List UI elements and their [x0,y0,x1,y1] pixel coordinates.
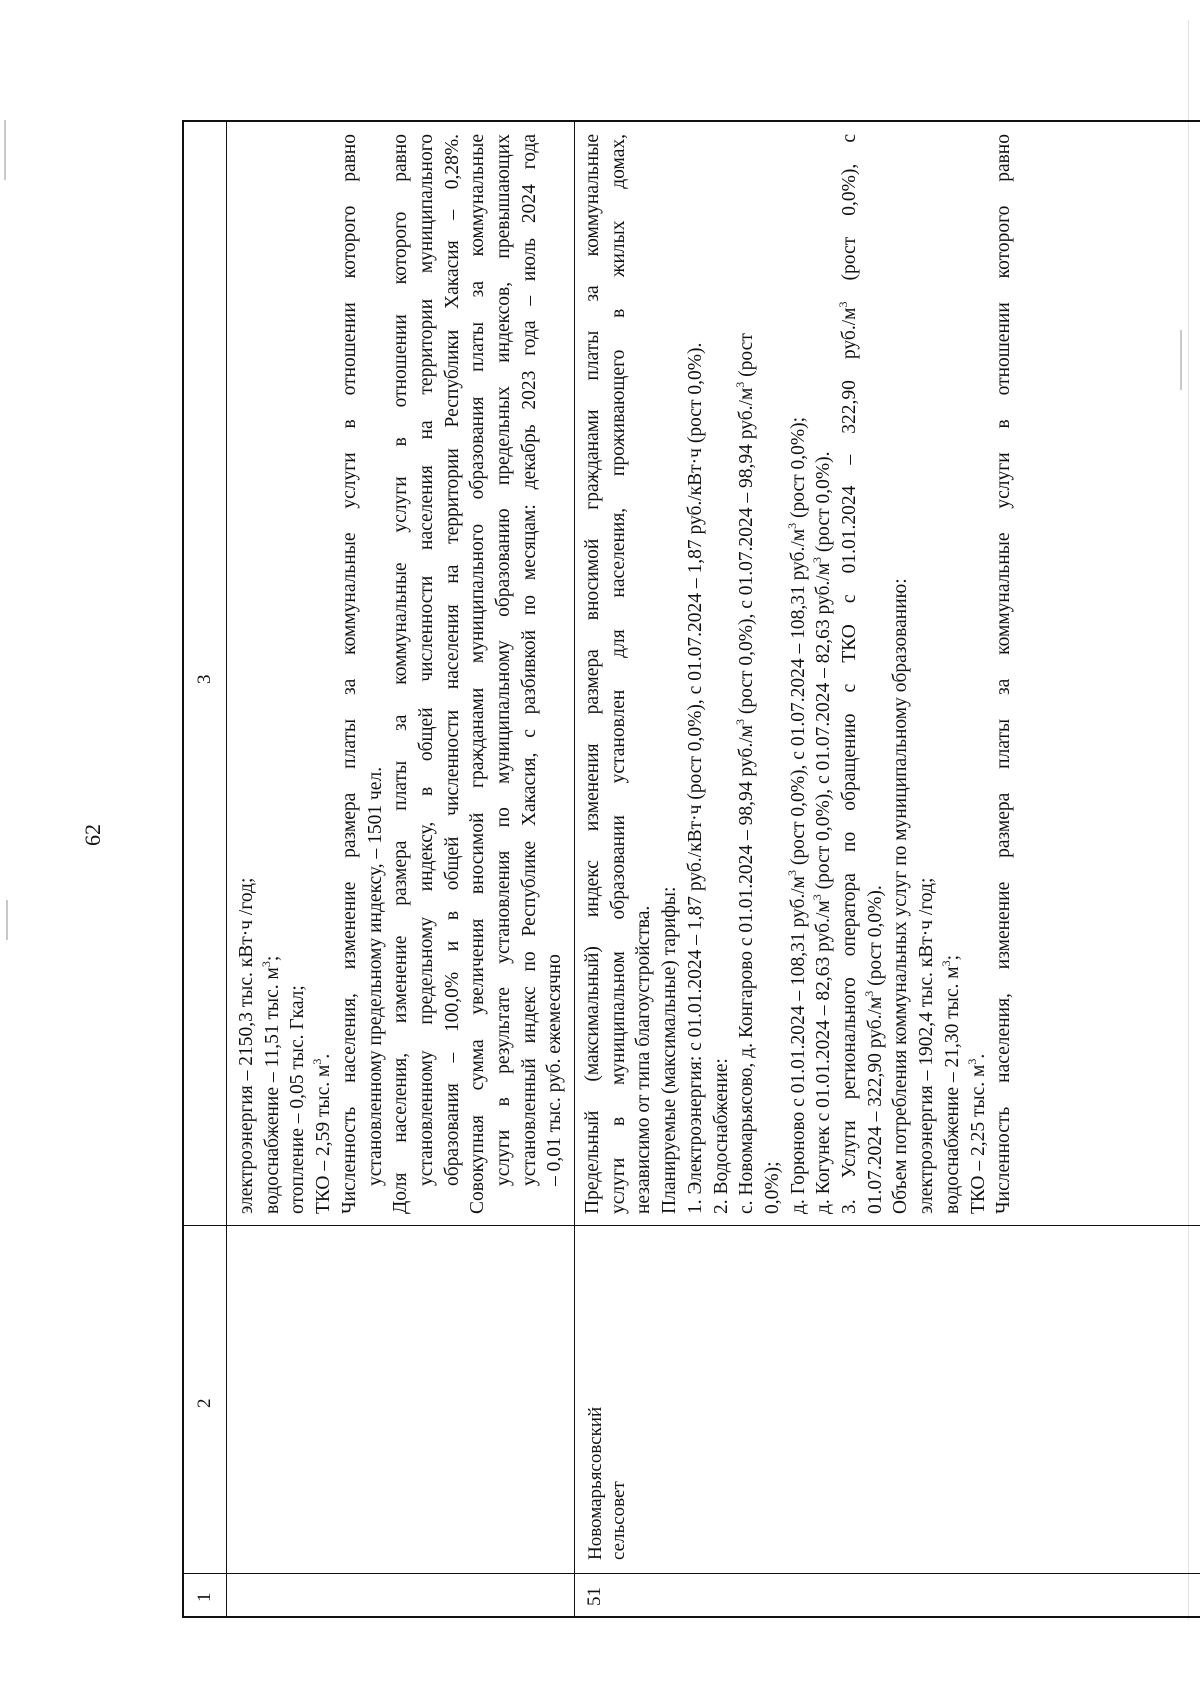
data-table [182,120,1200,1618]
text-line: 2. Водоснабжение: [710,1058,732,1214]
text-line: услуги в результате установления по муниципальному образованию предельных индексов, превышающих [493,134,515,1186]
text-line: ТКО – 2,59 тыс. $м^3$. [310,1053,335,1214]
column-divider [184,1225,1200,1226]
row-continued-text [234,134,568,1214]
text-line: водоснабжение – 21,30 тыс. $м^3$; [938,954,963,1214]
header-col-1: 1 [194,1592,215,1602]
text-line: – 0,01 тыс. руб. ежемесячно [544,954,566,1186]
column-divider [184,1573,1200,1574]
text-line: электроэнергия – 2150,3 тыс. кВт·ч /год; [236,877,257,1214]
text-line: Численность населения, изменение размера платы за коммунальные услуги в отношении которого равно [993,134,1015,1214]
row-51-text [580,134,1017,1214]
text-line: Доля населения, изменение размера платы за коммунальные услуги в отношении которого равно [390,134,412,1214]
row-number: 51 [584,1587,605,1606]
text-line: 1. Электроэнергия: с 01.01.2024 – 1,87 руб./кВт·ч (рост 0,0%), с 01.07.2024 – 1,87 руб./кВт·ч (рост 0,0%). [684,342,706,1214]
municipality-name: Новомарьясовский сельсовет [585,1406,629,1560]
table-header-row [184,122,227,1616]
text-line: установленному предельному индексу, в общей численности населения на территории муниципального [415,134,437,1186]
text-line: установленному предельному индексу, – 1501 чел. [364,766,386,1186]
header-col-2: 2 [194,1398,215,1408]
text-line: независимо от типа благоустройства. [633,905,655,1214]
text-line: электроэнергия – 1902,4 тыс. кВт·ч /год; [916,877,938,1214]
header-col-3: 3 [194,674,215,684]
text-line: с. Новомарьясово, д. Конгарово с 01.01.2024 – 98,94 $руб./м^3$ (рост 0,0%), с 01.07.2024 – 98,94 $руб./м^3$ (рост [733,333,758,1214]
page-number: 62 [80,824,105,846]
text-line: Совокупная сумма увеличения вносимой гражданами муниципального образования платы за коммунальные [467,134,489,1214]
text-line: д. Горюново с 01.01.2024 – 108,31 $руб./м^3$ (рост 0,0%), с 01.07.2024 – 108,31 $руб./м^3$ (рост 0,0%); [784,416,809,1214]
text-line: водоснабжение – 11,51 тыс. $м^3$; [258,955,283,1214]
text-line: 3. Услуги регионального оператора по обращению с ТКО с 01.01.2024 – 322,90 $руб./м^3$ (рост 0,0%), с [836,134,861,1214]
text-line: установленный индекс по Республике Хакасия, с разбивкой по месяцам: декабрь 2023 года – июль 2024 года [518,134,540,1186]
row-divider [574,122,575,1616]
text-line: Планируемые (максимальные) тарифы: [659,886,681,1214]
text-line: д. Когунек с 01.01.2024 – 82,63 $руб./м^3$ (рост 0,0%), с 01.07.2024 – 82,63 $руб./м^3$ (рост 0,0%). [810,451,835,1214]
rotated-page-content [0,98,1200,1698]
text-line: ТКО – 2,25 тыс. $м^3$. [964,1053,989,1214]
text-line: 0,0%); [761,1161,783,1214]
text-line: образования – 100,0% и в общей численности населения на территории Республики Хакасия – 0,28%. [441,134,463,1186]
text-line: услуги в муниципальном образовании установлен для населения, проживающего в жилых домах, [607,134,629,1214]
text-line: Предельный (максимальный) индекс изменения размера вносимой гражданами платы за коммунальные [582,134,603,1214]
text-line: Численность населения, изменение размера платы за коммунальные услуги в отношении которого равно [338,134,360,1214]
text-line: Объем потребления коммунальных услуг по муниципальному образованию: [890,578,912,1214]
text-line: 01.07.2024 – 322,90 $руб./м^3$ (рост 0,0%). [861,885,886,1214]
text-line: отопление – 0,05 тыс. Гкал; [287,985,309,1214]
